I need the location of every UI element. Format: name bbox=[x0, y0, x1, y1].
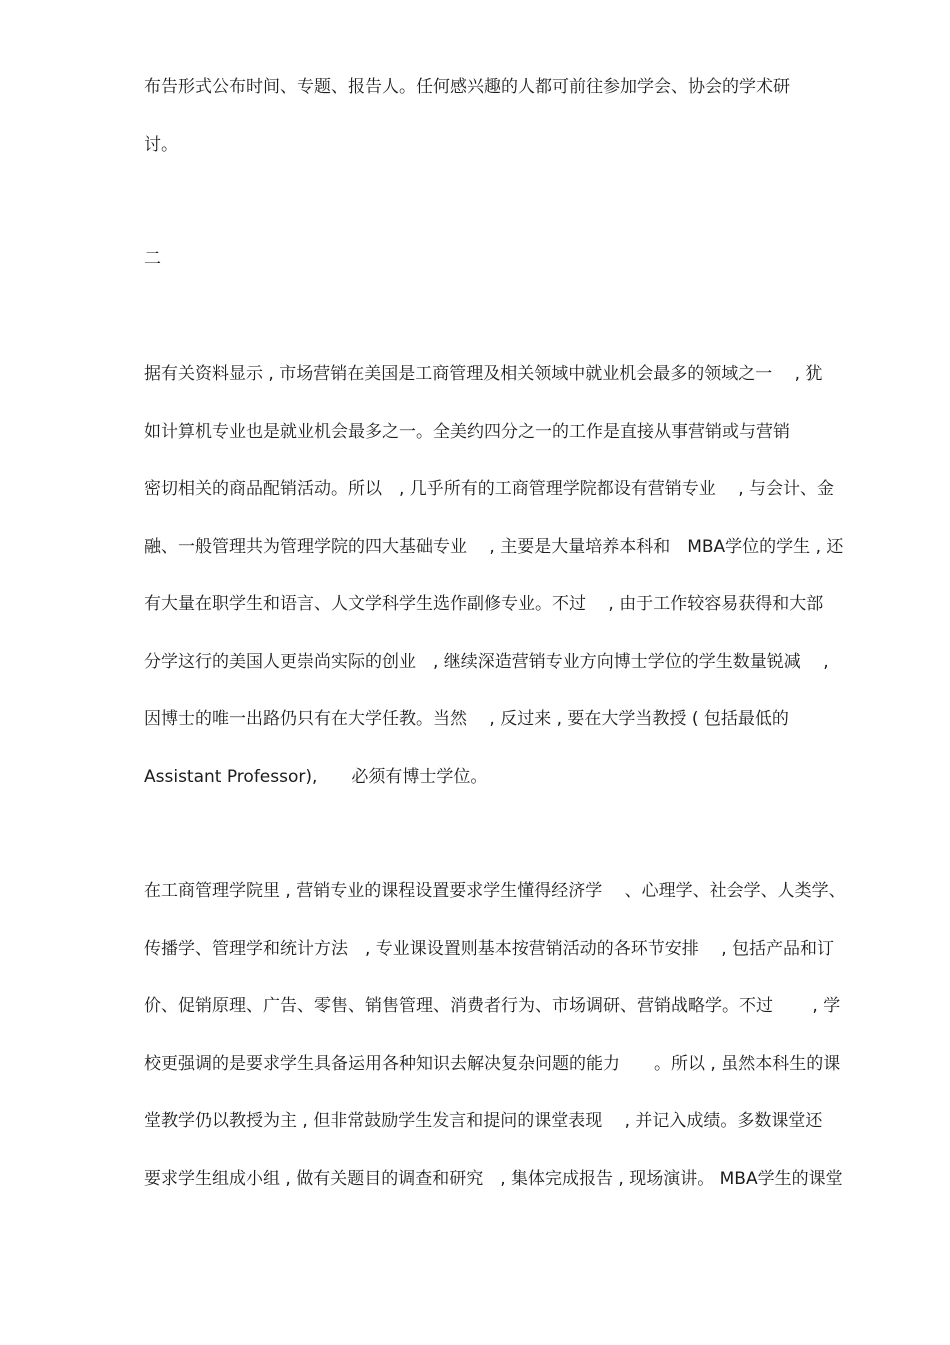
text-line: 讨。 bbox=[144, 135, 178, 155]
text-line: 在工商管理学院里 , 营销专业的课程设置要求学生懂得经济学 、心理学、社会学、人类学、 bbox=[144, 881, 846, 901]
text-line: 有大量在职学生和语言、人文学科学生选作副修专业。不过 , 由于工作较容易获得和大部 bbox=[144, 594, 824, 614]
text-line: 因博士的唯一出路仍只有在大学任教。当然 , 反过来 , 要在大学当教授 ( 包括最低的 bbox=[144, 709, 789, 729]
text-line: 价、促销原理、广告、零售、销售管理、消费者行为、市场调研、营销战略学。不过 , 学 bbox=[144, 996, 841, 1016]
text-line: 堂教学仍以教授为主 , 但非常鼓励学生发言和提问的课堂表现 , 并记入成绩。多数课堂还 bbox=[144, 1111, 823, 1131]
text-line: 融、一般管理共为管理学院的四大基础专业 , 主要是大量培养本科和 MBA学位的学生 , 还 bbox=[144, 537, 844, 557]
text-line: 要求学生组成小组 , 做有关题目的调查和研究 , 集体完成报告 , 现场演讲。 MBA学生的课堂 bbox=[144, 1169, 843, 1189]
text-line: 分学这行的美国人更崇尚实际的创业 , 继续深造营销专业方向博士学位的学生数量锐减 , bbox=[144, 652, 829, 672]
section-heading: 二 bbox=[144, 249, 161, 269]
text-line: 如计算机专业也是就业机会最多之一。全美约四分之一的工作是直接从事营销或与营销 bbox=[144, 422, 790, 442]
text-line: 密切相关的商品配销活动。所以 , 几乎所有的工商管理学院都设有营销专业 , 与会计、金 bbox=[144, 479, 835, 499]
text-line: 传播学、管理学和统计方法 , 专业课设置则基本按营销活动的各环节安排 , 包括产品和订 bbox=[144, 939, 835, 959]
text-line: 据有关资料显示 , 市场营销在美国是工商管理及相关领域中就业机会最多的领域之一 , 犹 bbox=[144, 364, 823, 384]
text-line: Assistant Professor), 必须有博士学位。 bbox=[144, 767, 488, 787]
text-line: 校更强调的是要求学生具备运用各种知识去解决复杂问题的能力 。所以 , 虽然本科生的课 bbox=[144, 1054, 841, 1074]
text-line: 布告形式公布时间、专题、报告人。任何感兴趣的人都可前往参加学会、协会的学术研 bbox=[144, 77, 790, 97]
